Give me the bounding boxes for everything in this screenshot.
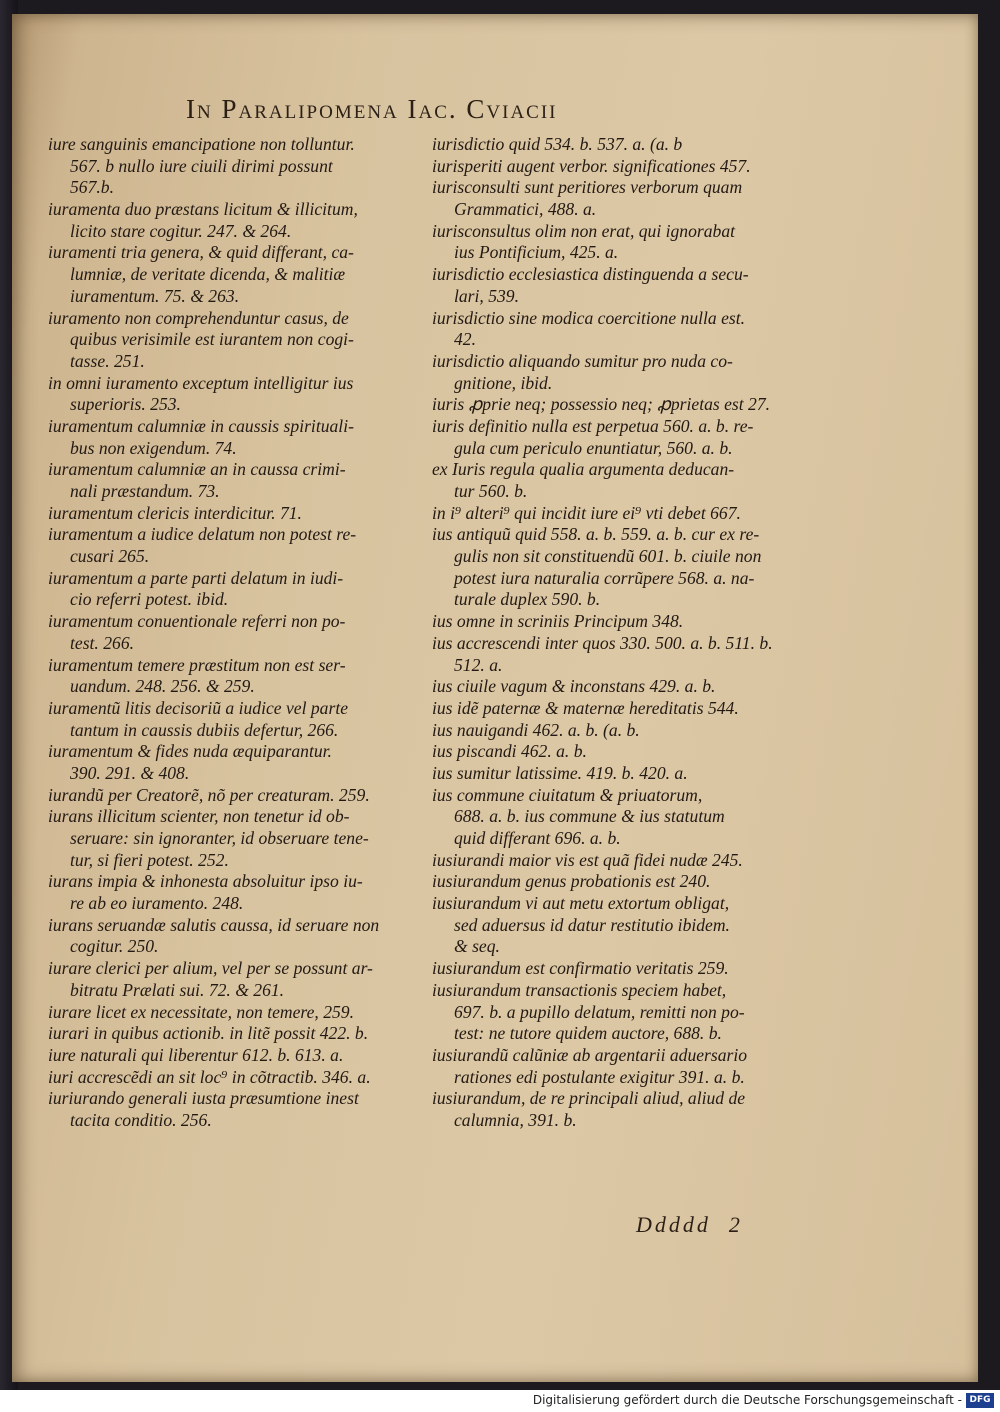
index-line: bus non exigendum. 74. [70, 437, 237, 458]
index-line: ius ciuile vagum & inconstans 429. a. b. [432, 676, 716, 697]
index-line: iure naturali qui liberentur 612. b. 613. a. [48, 1044, 344, 1065]
index-line: iuramentum. 75. & 263. [70, 285, 240, 306]
index-line: iuri accrescẽdi an sit loc⁹ in cõtractib. 346. a. [48, 1066, 371, 1087]
index-line: iurisdictio ecclesiastica distinguenda a secu- [432, 264, 749, 285]
index-line: turale duplex 590. b. [454, 589, 601, 610]
index-line: iurisconsultus olim non erat, qui ignorabat [432, 220, 736, 241]
index-line: iuramentum conuentionale referri non po- [48, 611, 346, 632]
index-line: gula cum periculo enuntiatur, 560. a. b. [454, 437, 733, 458]
index-line: iusiurandi maior vis est quã fidei nudæ 245. [432, 849, 743, 870]
index-line: 688. a. b. ius commune & ius statutum [454, 806, 725, 827]
index-line: iusiurandum genus probationis est 240. [432, 871, 711, 892]
printer-signature [636, 1212, 743, 1238]
index-line: tacita conditio. 256. [70, 1109, 212, 1130]
index-line: iurans illicitum scienter, non tenetur id ob- [48, 806, 350, 827]
signature-mark: Ddddd [636, 1212, 711, 1237]
index-line: iusiurandũ calũniæ ab argentarii aduersario [432, 1044, 748, 1065]
index-line: gulis non sit constituendũ 601. b. ciuile non [454, 546, 762, 567]
index-line: iuramentum a parte parti delatum in iudi- [48, 567, 344, 588]
index-line: tur 560. b. [454, 481, 528, 501]
index-line: iurare clerici per alium, vel per se possunt ar- [48, 958, 373, 979]
index-line: iurari in quibus actionib. in litẽ possit 422. b. [48, 1023, 369, 1044]
index-line: ius Pontificium, 425. a. [454, 242, 619, 263]
index-line: iuris ꝓprie neq; possessio neq; ꝓprietas est 27. [432, 394, 771, 415]
signature-number: 2 [728, 1212, 743, 1237]
index-line: iuramentum a iudice delatum non potest re- [48, 524, 357, 545]
index-line: tantum in caussis dubiis defertur, 266. [70, 719, 339, 740]
index-line: iuramentum & fides nuda æquiparantur. [48, 741, 332, 762]
index-line: iurisdictio aliquando sumitur pro nuda co- [432, 350, 733, 371]
index-line: iurandũ per Creatorẽ, nõ per creaturam. 259. [48, 784, 370, 805]
index-line: test: ne tutore quidem auctore, 688. b. [454, 1023, 722, 1044]
index-line: licito stare cogitur. 247. & 264. [70, 220, 292, 241]
index-line: iure sanguinis emancipatione non tolluntur. [48, 134, 355, 154]
index-line: iuramentũ litis decisoriũ a iudice vel parte [48, 697, 349, 718]
index-line: seruare: sin ignoranter, id obseruare tene- [70, 828, 369, 848]
index-line: uandum. 248. 256. & 259. [70, 676, 255, 697]
index-line: tasse. 251. [70, 350, 145, 371]
index-line: ius sumitur latissime. 419. b. 420. a. [432, 762, 688, 783]
index-line: 697. b. a pupillo delatum, remitti non po- [454, 1001, 745, 1022]
index-line: 390. 291. & 408. [70, 762, 190, 783]
index-line: ius accrescendi inter quos 330. 500. a. b. 511. b. [432, 632, 773, 653]
index-line: iurisconsulti sunt peritiores verborum quam [432, 177, 743, 198]
index-line: lari, 539. [454, 285, 520, 306]
footer-credit: Digitalisierung gefördert durch die Deutsche Forschungsgemeinschaft - [532, 1393, 962, 1407]
index-line: nali præstandum. 73. [70, 481, 220, 501]
index-line: bitratu Prælati sui. 72. & 261. [70, 979, 285, 1000]
index-line: iuris definitio nulla est perpetua 560. a. b. re- [432, 415, 754, 436]
index-line: iurans seruandæ salutis caussa, id seruare non [48, 914, 380, 935]
index-line: in i⁹ alteri⁹ qui incidit iure ei⁹ vti debet 667. [432, 502, 741, 523]
index-line: iusiurandum transactionis speciem habet, [432, 979, 727, 1000]
index-line: iurans impia & inhonesta absoluitur ipso iu- [48, 871, 363, 892]
running-head: In Paralipomena Iac. Cviacii [186, 94, 558, 124]
index-line: superioris. 253. [70, 394, 181, 415]
index-line: iuramento non comprehenduntur casus, de [48, 307, 349, 328]
index-line: iusiurandum, de re principali aliud, aliud de [432, 1088, 746, 1109]
index-line: test. 266. [70, 632, 135, 653]
index-line: rationes edi postulante exigitur 391. a. b. [454, 1066, 745, 1087]
index-line: ius idẽ paternæ & maternæ hereditatis 544. [432, 697, 739, 718]
index-line: iuramentum calumniæ in caussis spirituali- [48, 415, 354, 436]
index-line: sed aduersus id datur restitutio ibidem. [454, 914, 730, 935]
dfg-logo: DFG [966, 1393, 994, 1408]
index-line: calumnia, 391. b. [454, 1109, 577, 1130]
digitization-footer [0, 1390, 1000, 1412]
index-line: 567. b nullo iure ciuili dirimi possunt [70, 155, 333, 176]
index-line: cio referri potest. ibid. [70, 589, 229, 610]
index-line: 42. [454, 329, 476, 350]
index-line: ius commune ciuitatum & priuatorum, [432, 784, 703, 805]
index-line: lumniæ, de veritate dicenda, & malitiæ [70, 264, 346, 285]
index-line: ius piscandi 462. a. b. [432, 741, 587, 762]
index-column-left [48, 134, 410, 1132]
index-column-right [432, 134, 798, 1132]
index-line: quibus verisimile est iurantem non cogi- [70, 329, 354, 350]
index-line: & seq. [454, 936, 500, 957]
index-line: iurisperiti augent verbor. significationes 457. [432, 155, 751, 176]
index-line: iuramenti tria genera, & quid differant, ca- [48, 242, 354, 263]
index-line: iusiurandum vi aut metu extortum obligat, [432, 893, 730, 914]
index-line: iusiurandum est confirmatio veritatis 259. [432, 958, 729, 979]
index-line: iuramenta duo præstans licitum & illicitum, [48, 199, 358, 220]
index-line: ius nauigandi 462. a. b. (a. b. [432, 719, 640, 740]
index-line: potest iura naturalia corrũpere 568. a. na- [454, 567, 755, 588]
index-line: iuramentum calumniæ an in caussa crimi- [48, 459, 346, 480]
index-line: quid differant 696. a. b. [454, 828, 621, 848]
index-line: iuramentum temere præstitum non est ser- [48, 654, 346, 675]
index-line: tur, si fieri potest. 252. [70, 849, 229, 870]
index-line: iuriurando generali iusta præsumtione inest [48, 1088, 359, 1109]
index-line: re ab eo iuramento. 248. [70, 893, 244, 914]
index-line: 512. a. [454, 654, 503, 675]
index-line: ius omne in scriniis Principum 348. [432, 611, 684, 632]
index-line: iurare licet ex necessitate, non temere, 259. [48, 1001, 355, 1022]
index-line: ex Iuris regula qualia argumenta deducan- [432, 459, 735, 480]
index-line: iurisdictio quid 534. b. 537. a. (a. b [432, 134, 683, 154]
index-line: Grammatici, 488. a. [454, 199, 597, 220]
index-line: in omni iuramento exceptum intelligitur ius [48, 372, 354, 393]
index-line: iuramentum clericis interdicitur. 71. [48, 502, 302, 523]
index-line: 567.b. [70, 177, 114, 198]
book-page [12, 14, 978, 1382]
index-line: iurisdictio sine modica coercitione nulla est. [432, 307, 746, 328]
index-line: ius antiquũ quid 558. a. b. 559. a. b. cur ex re- [432, 524, 760, 545]
index-line: cusari 265. [70, 546, 150, 567]
index-line: cogitur. 250. [70, 936, 159, 957]
index-line: gnitione, ibid. [454, 372, 553, 393]
